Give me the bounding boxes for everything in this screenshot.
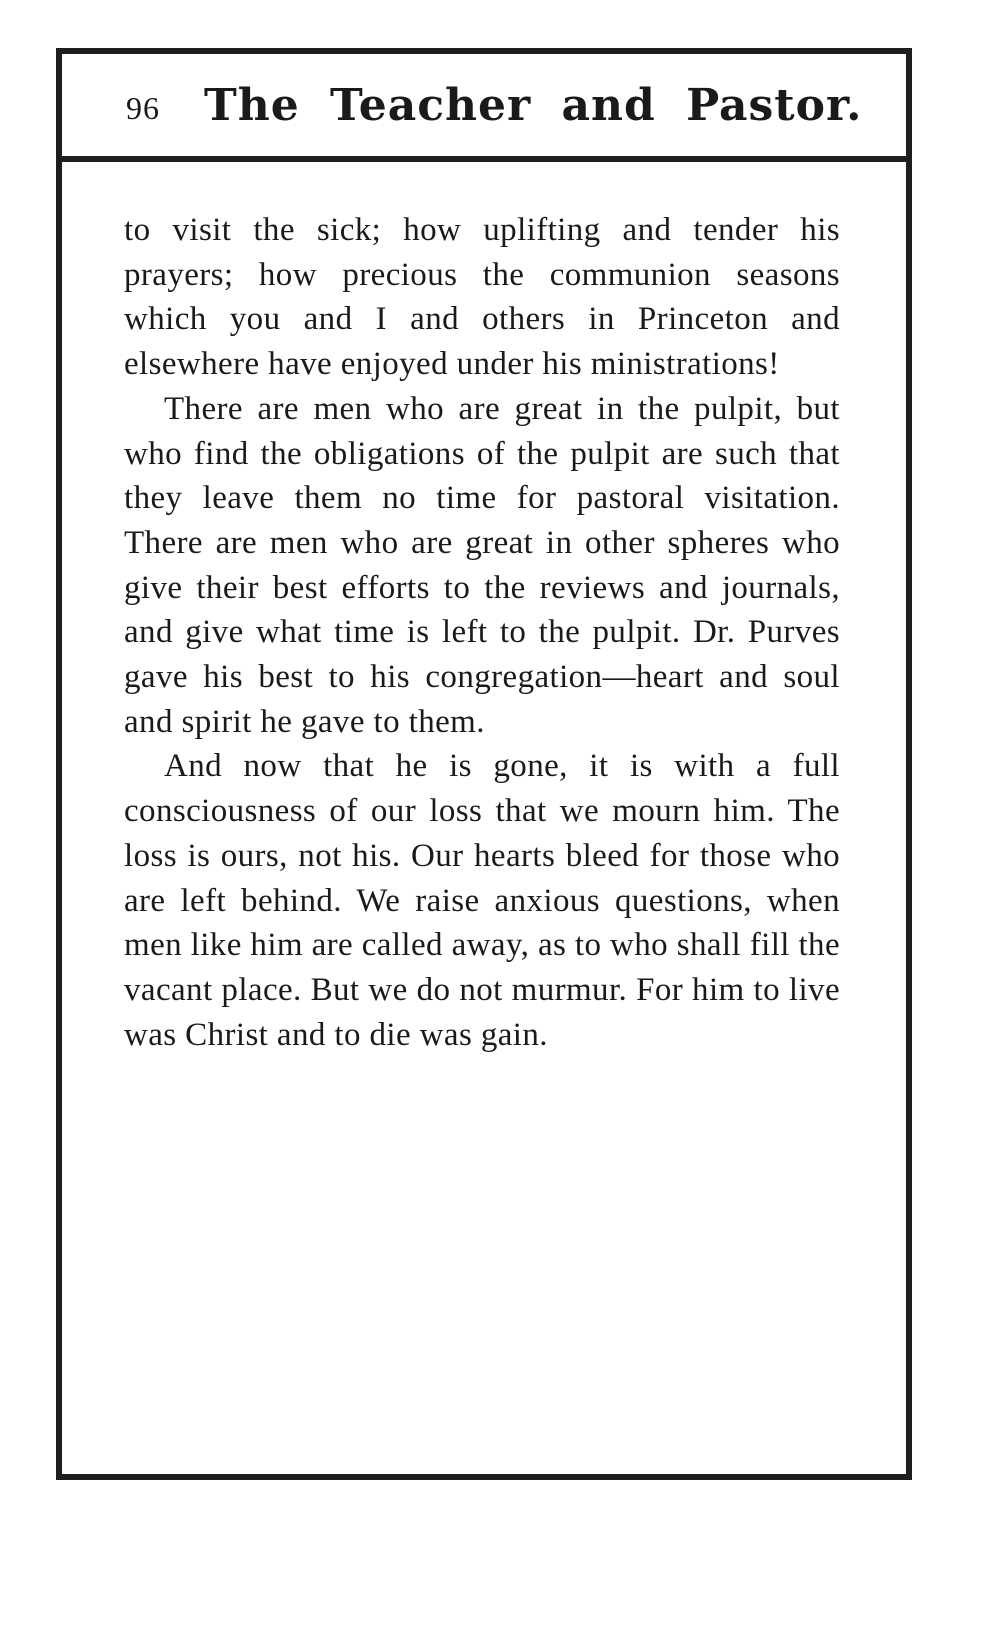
page-header xyxy=(62,54,906,162)
paragraph: to visit the sick; how uplifting and tender his prayers; how precious the communion seasons which you and I and others in Princeton and elsewhere have enjoyed under his ministrations! xyxy=(124,212,840,383)
paragraph: There are men who are great in the pulpit, but who find the obligations of the pulpit are such that they leave them no time for pastoral visitation. There are men who are great in other spheres who give their best efforts to the reviews and journals, and give what time is left to the pulpit. Dr. Purves gave his best to his congregation—heart and soul and spirit he gave to them. xyxy=(124,390,840,740)
paragraph: And now that he is gone, it is with a full consciousness of our loss that we mourn him. The loss is ours, not his. Our hearts bleed for those who are left behind. We raise anxious questions, when men like him are called away, as to who shall fill the vacant place. But we do not murmur. For him to live was Christ and to die was gain. xyxy=(124,748,840,1053)
body-text xyxy=(124,208,840,1057)
page-number: 96 xyxy=(126,90,160,126)
running-title: The Teacher and Pastor. xyxy=(204,80,863,131)
page-border xyxy=(56,48,912,1480)
